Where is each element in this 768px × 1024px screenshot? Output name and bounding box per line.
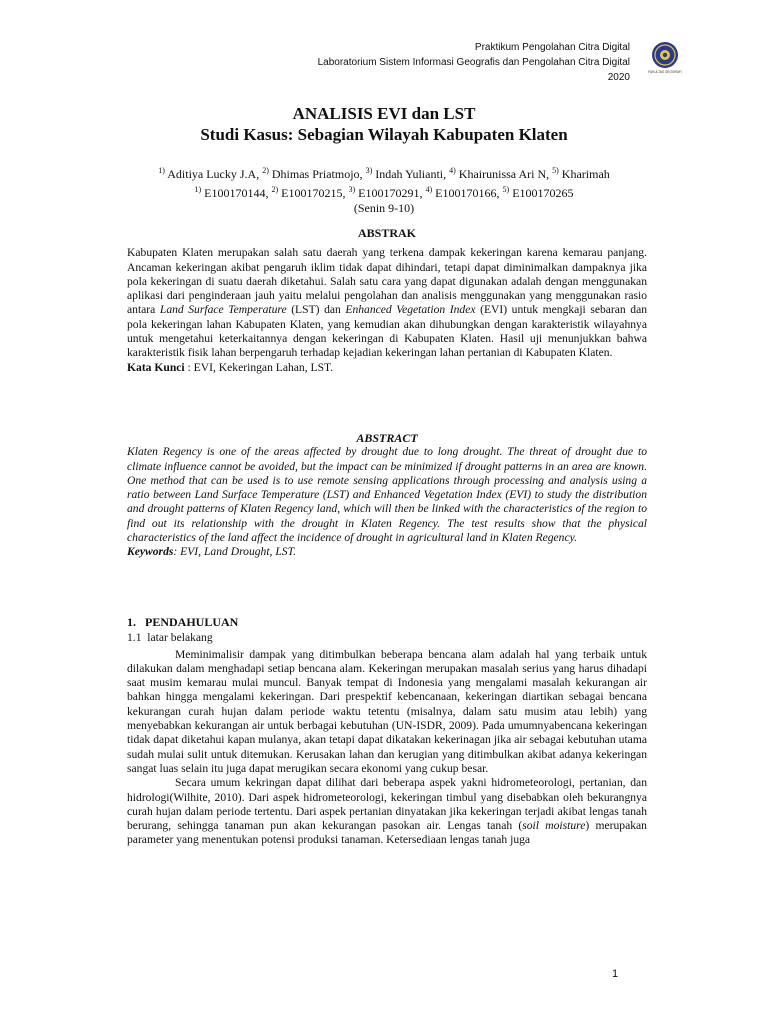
author-names: $^{1)}$ Aditiya Lucky J.A, $^{2)}$ Dhimas Priatmojo, $^{3)}$ Indah Yulianti, $^{4)}$ Khairunissa Ari N, $^{5)}$ Kharimah [158,166,610,181]
svg-text:FAKULTAS GEOGRAFI: FAKULTAS GEOGRAFI [648,70,682,74]
session-info: (Senin 9-10) [353,201,415,215]
header-year: 2020 [607,72,630,83]
introduction-paragraph-2: Secara umum kekringan dapat dilihat dari beberapa aspek yakni hidrometeorologi, pertanian, dan hidrologi(Wilhite, 2010). Dari aspek hidrometeorologi, kekeringan timbul yang disebabkan oleh bekurangnya curah hujan dalam periode tertentu. Dari aspek pertanian dinyatakan jika kekeringan terjadi akibat lengas tanah berurang, sehingga tanaman pun akan kekurangan pasokan air. Lengas tanah (soil moisture) merupakan parameter yang menentukan potensi produksi tanaman. Ketersediaan lengas tanah juga [127,776,647,847]
university-seal-icon [648,40,682,74]
title-block [0,104,768,146]
abstract-paragraph: Klaten Regency is one of the areas affected by drought due to long drought. The threat of drought due to climate influence cannot be avoided, but the impact can be minimized if drought patterns in an area are known. One method that can be used is to use remote sensing applications through processing and analysis using a ratio between Land Surface Temperature (LST) and Enhanced Vegetation Index (EVI) to study the distribution and drought patterns of Klaten Regency land, which will then be linked with the characteristics of the region to find out its relationship with the drought in Klaten Regency. The test results show that the physical characteristics of the land affect the incidence of drought in agricultural land in Klaten Regency. [127,445,647,545]
introduction-section [127,615,647,848]
abstrak-section [127,226,647,375]
abstract-heading: ABSTRACT [356,431,418,445]
document-subtitle: Studi Kasus: Sebagian Wilayah Kabupaten Klaten [200,125,568,144]
abstract-keywords: Keywords: EVI, Land Drought, LST. [127,545,297,559]
abstract-section [127,431,647,560]
introduction-paragraph-1: Meminimalisir dampak yang ditimbulkan beberapa bencana alam adalah hal yang terbaik untuk dilakukan dalam menghadapi setiap bencana alam. Kekeringan merupakan masalah serius yang harus dihadapi saat musim kemarau mulai muncul. Banyak tempat di Indonesia yang mengalami masalah kekurangan air bahkan hingga mengalami kekeringan. Dari prespektif kebencanaan, kekeringan diartikan sebagai bencana kekurangan curah hujan dalam periode waktu tetentu (misalnya, dalam satu musim atau lebih) yang menyebabkan kekurangan air untuk berbagai kebutuhan (UN-ISDR, 2009). Pada umumnyabencana kekeringan tidak dapat diketahui kapan mulanya, akan tetapi dapat dikatakan kekerinagan jika air sebagai kebutuhan utama sudah mulai sulit untuk ditemukan. Kerusakan lahan dan kerugian yang ditimbulkan akibat adanya kekeringan sangat luas selain itu juga dapat merugikan secara ekonomi yang cukup besar. [127,647,647,775]
subsection-heading: 1.1 latar belakang [127,631,213,645]
introduction-heading: 1. PENDAHULUAN [127,615,239,629]
header-lab: Laboratorium Sistem Informasi Geografis dan Pengolahan Citra Digital [317,57,630,68]
author-block [0,163,768,216]
document-header [210,40,630,85]
abstrak-heading: ABSTRAK [357,226,416,240]
page-number: 1 [612,968,619,980]
document-title: ANALISIS EVI dan LST [292,104,476,123]
author-ids: $^{1)}$ E100170144, $^{2)}$ E100170215, $^{3)}$ E100170291, $^{4)}$ E100170166, $^{5)}$ E100170265 [194,185,574,200]
abstrak-paragraph: Kabupaten Klaten merupakan salah satu daerah yang terkena dampak kekeringan karena kemarau panjang. Ancaman kekeringan akibat pengaruh iklim tidak dapat dihindari, tetapi dapat diminimalkan dampaknya jika pola kekeringan di suatu daerah diketahui. Salah satu cara yang dapat digunakan adalah dengan menggunakan aplikasi dari penginderaan jauh yaitu melalui pengolahan dan analisis menggunakan yang menggunakan rasio antara Land Surface Temperature (LST) dan Enhanced Vegetation Index (EVI) untuk mengkaji sebaran dan pola kekeringan lahan Kabupaten Klaten, yang kemudian akan dihubungkan dengan karakteristik wilayahnya untuk mengetahui keterkaitannya dengan kekeringan di Kabupaten Klaten. Hasil uji menunjukkan bahwa karakteristik fisik lahan berpengaruh terhadap kejadian kekeringan lahan pertanian di Kabupaten Klaten. [127,246,648,360]
header-course: Praktikum Pengolahan Citra Digital [474,42,630,53]
abstrak-keywords: Kata Kunci : EVI, Kekeringan Lahan, LST. [127,360,334,374]
